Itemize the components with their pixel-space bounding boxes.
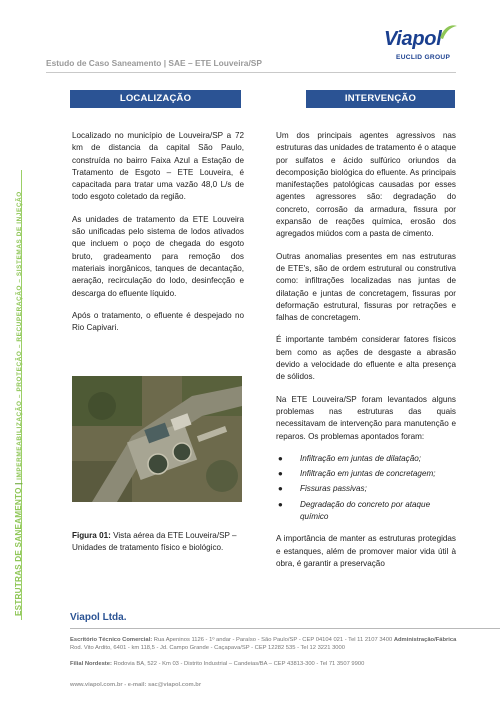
left-paragraph-2: As unidades de tratamento da ETE Louveira são unificadas pelo sistema de lodos ativados que incluem o poço de chegada do esgoto bruto, gradeamento para remoção dos materiais inorgânicos, tanques de decantação, aeração, recirculação do lodo, desinfecção e descarga do efluente líquido.	[72, 214, 244, 298]
viapol-logo	[382, 24, 462, 68]
sidebar-sub-label: IMPERMEABILIZAÇÃO – PROTEÇÃO – RECUPERAÇÃO – SISTEMAS DE INJEÇÃO	[16, 191, 23, 480]
list-item-text: Degradação do concreto por ataque químico	[300, 499, 431, 522]
footer-divider	[70, 628, 500, 629]
right-paragraph-2: Outras anomalias presentes em nas estruturas de ETE's, são de ordem estrutural ou construtiva como: infiltrações localizadas nas juntas de dilatação e juntas de concretagem, fissuras por deformação estrutural, fissuras por retrações e falhas de concretagem.	[276, 251, 456, 323]
section-heading-localizacao: LOCALIZAÇÃO	[70, 90, 241, 108]
footer-factory-label: Administração/Fábrica	[393, 637, 457, 643]
list-item	[276, 468, 456, 480]
sidebar-label	[14, 191, 23, 616]
sidebar-separator: |	[14, 482, 23, 485]
list-item	[276, 499, 456, 524]
bullet-icon: ●	[278, 484, 283, 494]
footer-branch-line	[70, 661, 364, 667]
left-paragraph-1: Localizado no município de Louveira/SP a 72 km de distancia da capital São Paulo, construída no bairro Faixa Azul a Estação de Tratamento de Esgoto – ETE Louveira, é capacitada para tratar uma vazão 48,0 L/s de todo esgoto coletado da região.	[72, 131, 244, 202]
footer-branch-text: Rodovia BA, 522 - Km 03 - Distrito Industrial – Candeias/BA – CEP 43813-300 - Tel 71 3507 9900	[111, 661, 365, 667]
figure-caption-label: Figura 01:	[72, 531, 111, 540]
footer-factory-line: Rod. Vito Ardito, 6401 - km 118,5 - Jd. Campo Grande - Caçapava/SP - CEP 12282 535 - Tel 12 3221 3000	[70, 645, 345, 651]
aerial-photo	[72, 376, 242, 502]
right-paragraph-1: Um dos principais agentes agressivos nas estruturas das unidades de tratamento é o ataque por sulfatos e ácido sulfúrico oriundos da decomposição biológica do efluente. As principais manifestações patológicas causadas por esses agentes agressores são: degradação do concreto, corrosão da armadura, fissura por expansão de reações química, erosão dos agregados miúdos com a pasta de cimento.	[276, 131, 456, 239]
left-column	[72, 130, 244, 344]
left-paragraph-3: Após o tratamento, o efluente é despejado no Rio Capivari.	[72, 310, 244, 333]
sidebar-main-label: ESTRUTRAS DE SANEAMENTO	[14, 487, 23, 616]
right-paragraph-4: Na ETE Louveira/SP foram levantados alguns problemas nas estruturas das quais necessitavam de intervenção para manutenção e reparos. Os problemas apontados foram:	[276, 394, 456, 441]
footer-branch-label: Filial Nordeste:	[70, 661, 112, 667]
figure-caption	[72, 530, 247, 555]
logo-subtitle: EUCLID GROUP	[396, 54, 451, 61]
list-item-text: Fissuras passivas;	[300, 484, 367, 494]
list-item-text: Infiltração em juntas de dilatação;	[300, 453, 422, 463]
vertical-sidebar	[0, 170, 40, 620]
bullet-icon: ●	[278, 499, 283, 509]
footer-office-line	[70, 637, 456, 643]
list-item	[276, 483, 456, 495]
footer-office-text: Rua Apeninos 1126 - 1º andar - Paraíso - São Paulo/SP - CEP 04104 021 - Tel 11 2107 3400	[152, 637, 394, 643]
bullet-icon: ●	[278, 469, 283, 479]
right-paragraph-5: A importância de manter as estruturas protegidas e estanques, além de promover maior vida útil à obra, é garantir a preservação	[276, 534, 456, 568]
logo-swoosh-icon	[438, 24, 458, 40]
footer-contact-link[interactable]: www.viapol.com.br - e-mail: sac@viapol.com.br	[70, 682, 202, 688]
figure-caption-text: Vista aérea da ETE Louveira/SP – Unidades de tratamento físico e biológico.	[72, 531, 237, 553]
header-divider	[46, 72, 456, 73]
right-column	[276, 130, 456, 580]
list-item	[276, 453, 456, 465]
logo-wordmark: Viapol	[384, 28, 442, 50]
bullet-icon: ●	[278, 453, 283, 463]
problem-list	[276, 453, 456, 523]
section-heading-intervencao: INTERVENÇÃO	[306, 90, 455, 108]
footer-office-label: Escritório Técnico Comercial:	[70, 637, 153, 643]
footer-brand: Viapol Ltda.	[70, 612, 127, 623]
aerial-photo-image	[72, 376, 242, 502]
right-paragraph-3: É importante também considerar fatores físicos bem como as ações de desgaste a abrasão devido a velocidade do efluente e alta presença de sólidos.	[276, 335, 456, 382]
page-header-title: Estudo de Caso Saneamento | SAE – ETE Louveira/SP	[46, 58, 262, 68]
list-item-text: Infiltração em juntas de concretagem;	[300, 469, 436, 479]
